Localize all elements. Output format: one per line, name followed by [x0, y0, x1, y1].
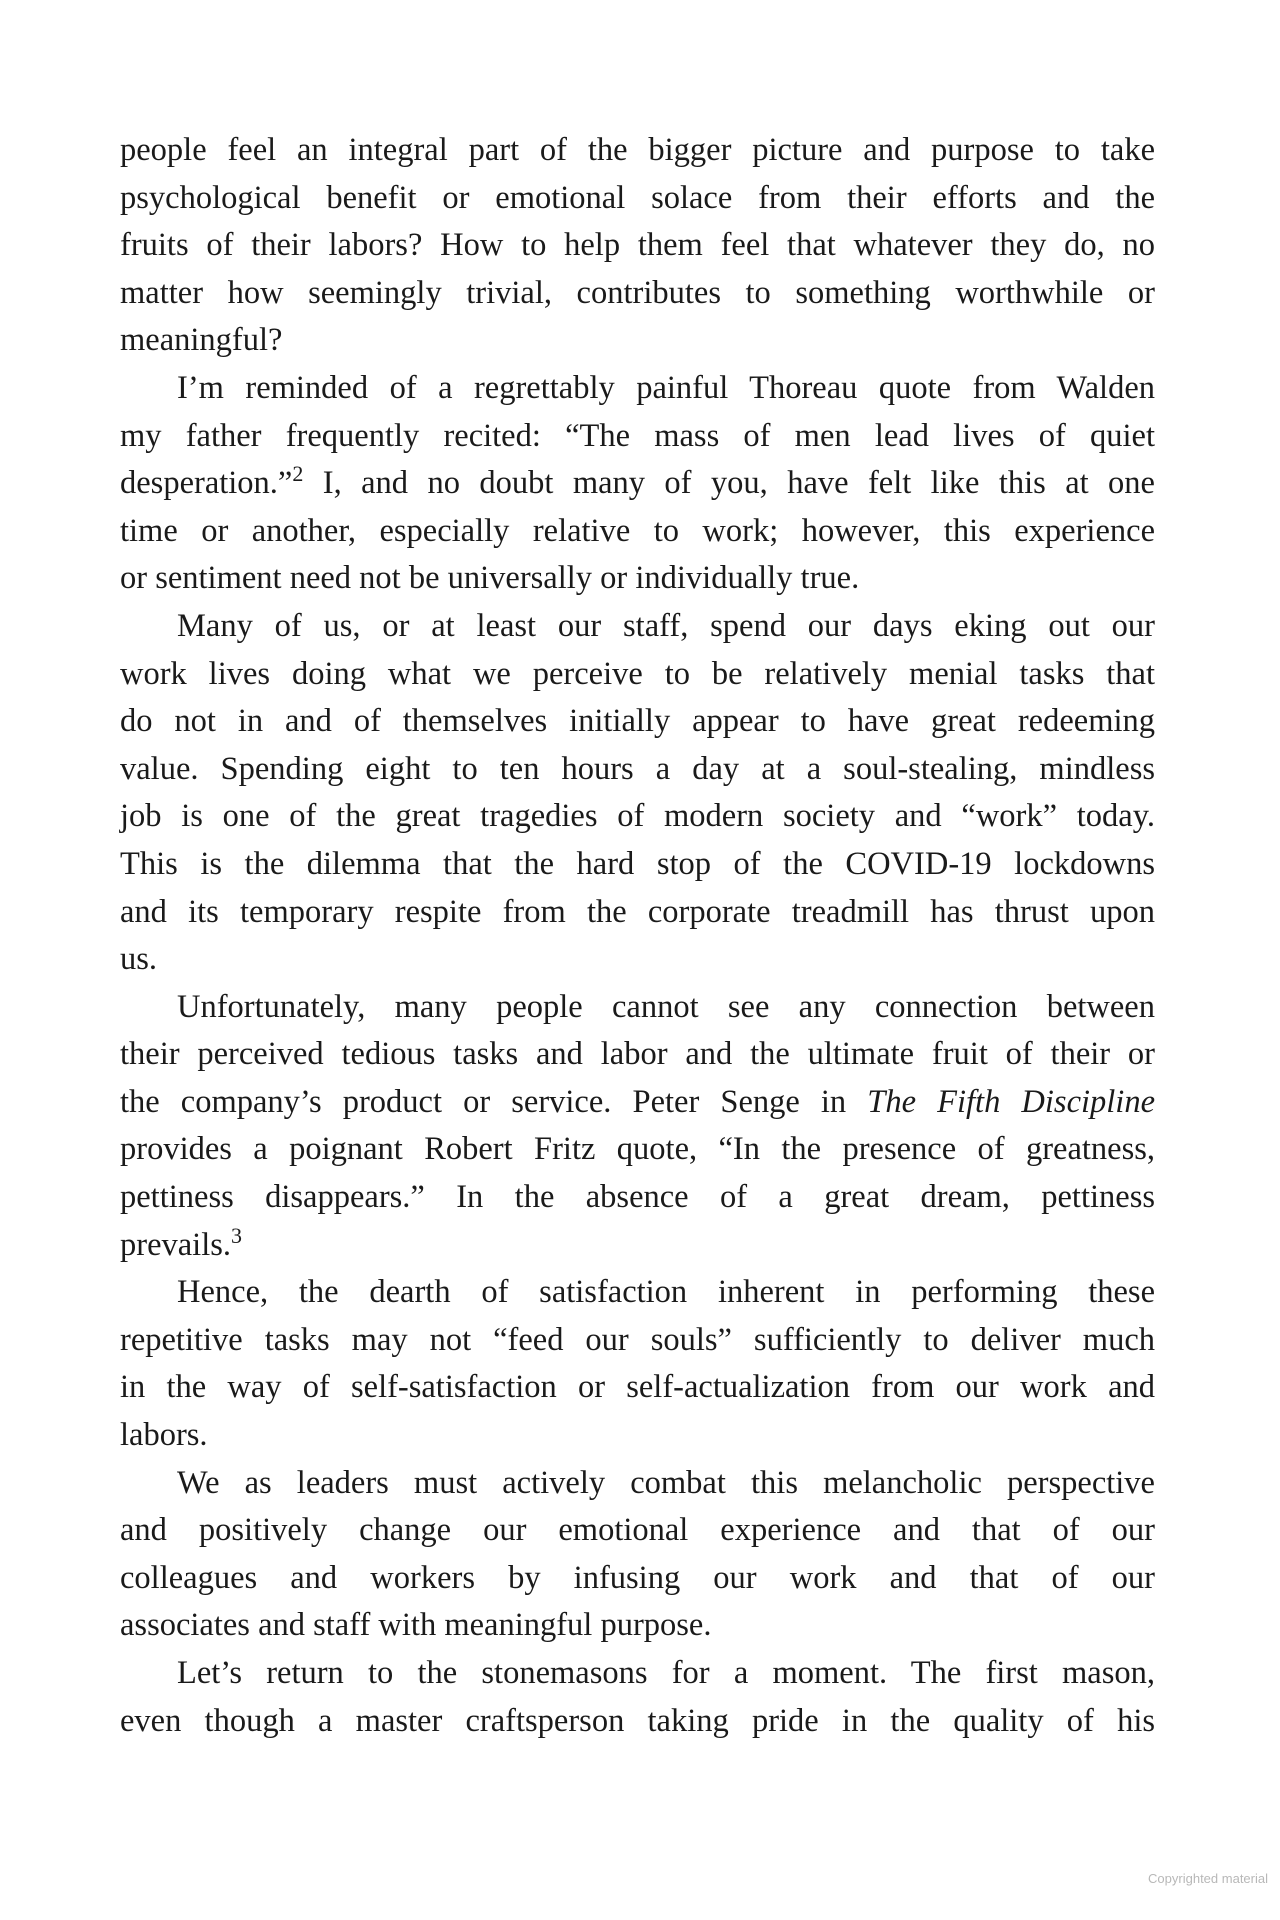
text-segment: meaningful?	[120, 322, 283, 359]
text-segment: in the way of self-satisfaction or self-actualization from our work and	[120, 1369, 1155, 1406]
text-line	[120, 317, 1155, 365]
paragraph	[120, 984, 1155, 1270]
footnote-reference: 2	[292, 461, 304, 487]
text-line	[120, 127, 1155, 175]
text-segment: repetitive tasks may not “feed our souls” sufficiently to deliver much	[120, 1321, 1155, 1358]
text-line	[120, 555, 1155, 603]
text-segment: We as leaders must actively combat this melancholic perspective	[177, 1464, 1155, 1501]
text-line	[120, 698, 1155, 746]
text-line	[120, 603, 1155, 651]
text-line	[120, 1079, 1155, 1127]
text-segment: labors.	[120, 1417, 208, 1454]
text-line	[120, 984, 1155, 1032]
text-segment: desperation.”	[120, 465, 293, 502]
text-line	[120, 651, 1155, 699]
text-line	[120, 413, 1155, 461]
text-line	[120, 1412, 1155, 1460]
text-line	[120, 1650, 1155, 1698]
text-line	[120, 460, 1155, 508]
footnote-reference: 3	[231, 1222, 243, 1248]
text-line	[120, 1222, 1155, 1270]
text-segment: do not in and of themselves initially appear to have great redeeming	[120, 703, 1155, 740]
text-line	[120, 1364, 1155, 1412]
text-segment: work lives doing what we perceive to be relatively menial tasks that	[120, 655, 1155, 692]
copyright-watermark: Copyrighted material	[1148, 1871, 1268, 1886]
text-segment: Hence, the dearth of satisfaction inherent in performing these	[177, 1274, 1155, 1311]
paragraph	[120, 365, 1155, 603]
text-segment: psychological benefit or emotional solace from their efforts and the	[120, 179, 1155, 216]
text-line	[120, 365, 1155, 413]
text-line	[120, 936, 1155, 984]
text-segment: their perceived tedious tasks and labor and the ultimate fruit of their or	[120, 1036, 1155, 1073]
text-segment: the company’s product or service. Peter Senge in	[120, 1083, 868, 1120]
text-segment: people feel an integral part of the bigger picture and purpose to take	[120, 132, 1155, 168]
text-segment: or sentiment need not be universally or individually true.	[120, 560, 860, 597]
text-segment: Unfortunately, many people cannot see any connection between	[177, 988, 1155, 1025]
paragraph	[120, 1650, 1155, 1745]
text-line	[120, 1317, 1155, 1365]
text-segment: associates and staff with meaningful purpose.	[120, 1607, 712, 1644]
text-segment: my father frequently recited: “The mass of men lead lives of quiet	[120, 417, 1155, 454]
text-segment: and its temporary respite from the corporate treadmill has thrust upon	[120, 893, 1155, 930]
text-segment: Let’s return to the stonemasons for a moment. The first mason,	[177, 1655, 1155, 1691]
text-line	[120, 270, 1155, 318]
text-line	[120, 793, 1155, 841]
text-segment: job is one of the great tragedies of modern society and “work” today.	[120, 798, 1155, 835]
text-segment: time or another, especially relative to work; however, this experience	[120, 512, 1155, 549]
text-line	[120, 1698, 1155, 1746]
text-segment: Many of us, or at least our staff, spend our days eking out our	[177, 607, 1155, 644]
text-line	[120, 746, 1155, 794]
text-segment: matter how seemingly trivial, contributes to something worthwhile or	[120, 274, 1155, 311]
text-segment: This is the dilemma that the hard stop of the COVID-19 lockdowns	[120, 845, 1155, 882]
paragraph	[120, 127, 1155, 365]
text-segment: I’m reminded of a regrettably painful Thoreau quote from Walden	[177, 369, 1155, 406]
text-line	[120, 222, 1155, 270]
text-line	[120, 1031, 1155, 1079]
paragraph	[120, 1269, 1155, 1459]
text-line	[120, 508, 1155, 556]
text-line	[120, 1269, 1155, 1317]
text-segment: provides a poignant Robert Fritz quote, “In the presence of greatness,	[120, 1131, 1155, 1168]
paragraph	[120, 1460, 1155, 1650]
text-segment: colleagues and workers by infusing our work and that of our	[120, 1559, 1155, 1596]
text-segment: I, and no doubt many of you, have felt like this at one	[303, 465, 1155, 502]
text-segment: and positively change our emotional experience and that of our	[120, 1512, 1155, 1549]
text-line	[120, 1602, 1155, 1650]
text-segment: fruits of their labors? How to help them feel that whatever they do, no	[120, 227, 1155, 264]
text-line	[120, 1126, 1155, 1174]
book-title: The Fifth Discipline	[867, 1083, 1156, 1120]
text-segment: us.	[120, 941, 158, 978]
text-line	[120, 889, 1155, 937]
text-line	[120, 841, 1155, 889]
text-line	[120, 175, 1155, 223]
text-segment: prevails.	[120, 1226, 232, 1263]
text-line	[120, 1460, 1155, 1508]
text-segment: value. Spending eight to ten hours a day at a soul-stealing, mindless	[120, 750, 1155, 787]
text-segment: even though a master craftsperson taking pride in the quality of his	[120, 1702, 1155, 1739]
text-line	[120, 1555, 1155, 1603]
paragraph	[120, 603, 1155, 984]
book-page-text	[120, 127, 1155, 1745]
text-line	[120, 1507, 1155, 1555]
text-line	[120, 1174, 1155, 1222]
text-segment: pettiness disappears.” In the absence of a great dream, pettiness	[120, 1179, 1155, 1216]
